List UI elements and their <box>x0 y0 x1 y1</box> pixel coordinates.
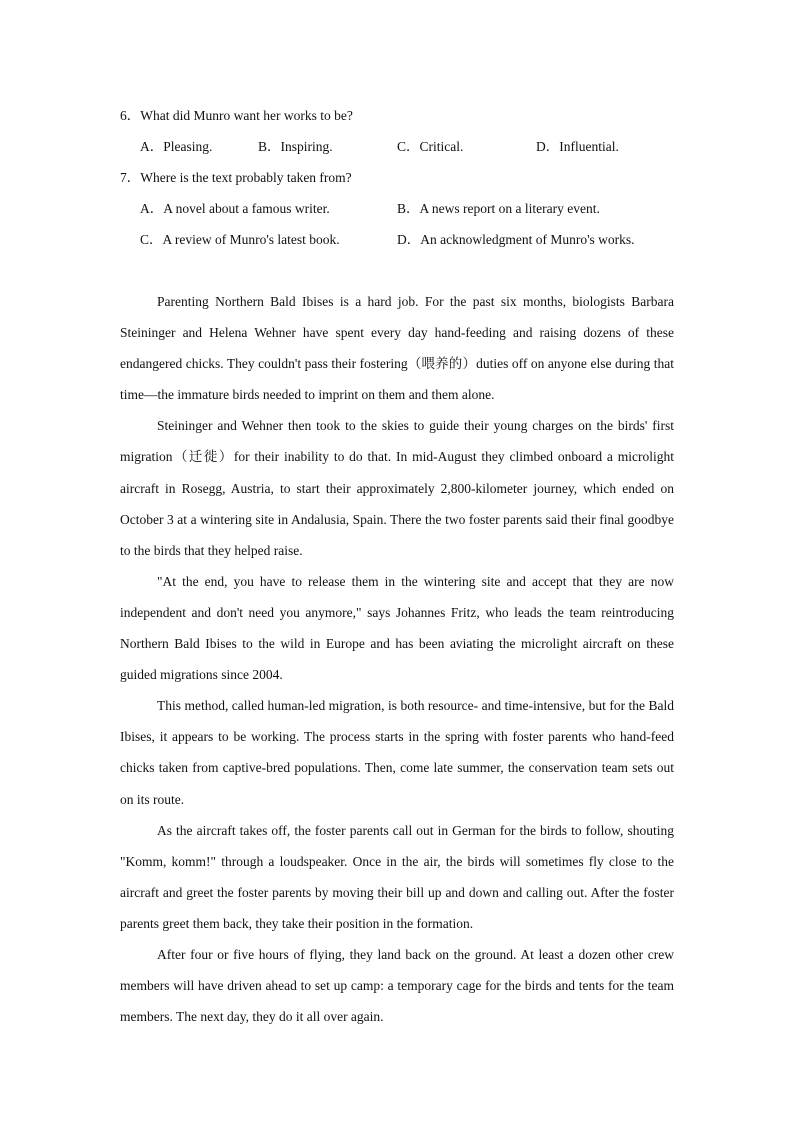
passage-paragraph-5: As the aircraft takes off, the foster parents call out in German for the birds to follow, shouting "Komm, komm!" through a loudspeaker. Once in the air, the birds will sometimes fly close to the aircraft and greet the foster parents by moving their bill up and down and calling out. After the foster parents greet them back, they take their position in the formation. <box>120 822 674 931</box>
option-6d: D．Influential. <box>536 139 619 154</box>
passage-paragraph-4: This method, called human-led migration, is both resource- and time-intensive, but for the Bald Ibises, it appears to be working. The process starts in the spring with foster parents who hand-feed chicks taken from captive-bred populations. Then, come late summer, the conservation team sets out on its route. <box>120 698 674 807</box>
reading-passage <box>120 286 674 1032</box>
option-6c: C．Critical. <box>397 139 464 154</box>
question-6 <box>120 104 353 124</box>
passage-paragraph-3: "At the end, you have to release them in the wintering site and accept that they are now independent and don't need you anymore," says Johannes Fritz, who leads the team reintroducing Northern Bald Ibises to the wild in Europe and has been aviating the microlight aircraft on these guided migrations since 2004. <box>120 573 674 683</box>
option-6a: A．Pleasing. <box>140 139 213 154</box>
option-7d: D．An acknowledgment of Munro's works. <box>397 232 635 247</box>
option-6b: B．Inspiring. <box>258 139 333 154</box>
question-text: What did Munro want her works to be? <box>140 108 353 123</box>
option-7c: C．A review of Munro's latest book. <box>140 232 340 247</box>
option-7b: B．A news report on a literary event. <box>397 201 600 216</box>
passage-paragraph-6: After four or five hours of flying, they land back on the ground. At least a dozen other crew members will have driven ahead to set up camp: a temporary cage for the birds and tents for the team members. The next day, they do it all over again. <box>120 946 674 1025</box>
option-7a: A．A novel about a famous writer. <box>140 201 330 216</box>
passage-paragraph-2: Steininger and Wehner then took to the skies to guide their young charges on the birds' first migration（迁徙）for their inability to do that. In mid-August they climbed onboard a microlight aircraft in Rosegg, Austria, to start their approximately 2,800-kilometer journey, which ended on October 3 at a wintering site in Andalusia, Spain. There the two foster parents said their final goodbye to the birds that they helped raise. <box>120 418 674 558</box>
question-7 <box>120 166 352 186</box>
question-number: 6． <box>120 108 141 123</box>
question-number: 7． <box>120 170 141 185</box>
question-text: Where is the text probably taken from? <box>140 170 352 185</box>
passage-paragraph-1: Parenting Northern Bald Ibises is a hard job. For the past six months, biologists Barbara Steininger and Helena Wehner have spent every day hand-feeding and raising dozens of these endangered chicks. They couldn't pass their fostering（喂养的）duties off on anyone else during that time—the immature birds needed to imprint on them and them alone. <box>120 294 674 403</box>
